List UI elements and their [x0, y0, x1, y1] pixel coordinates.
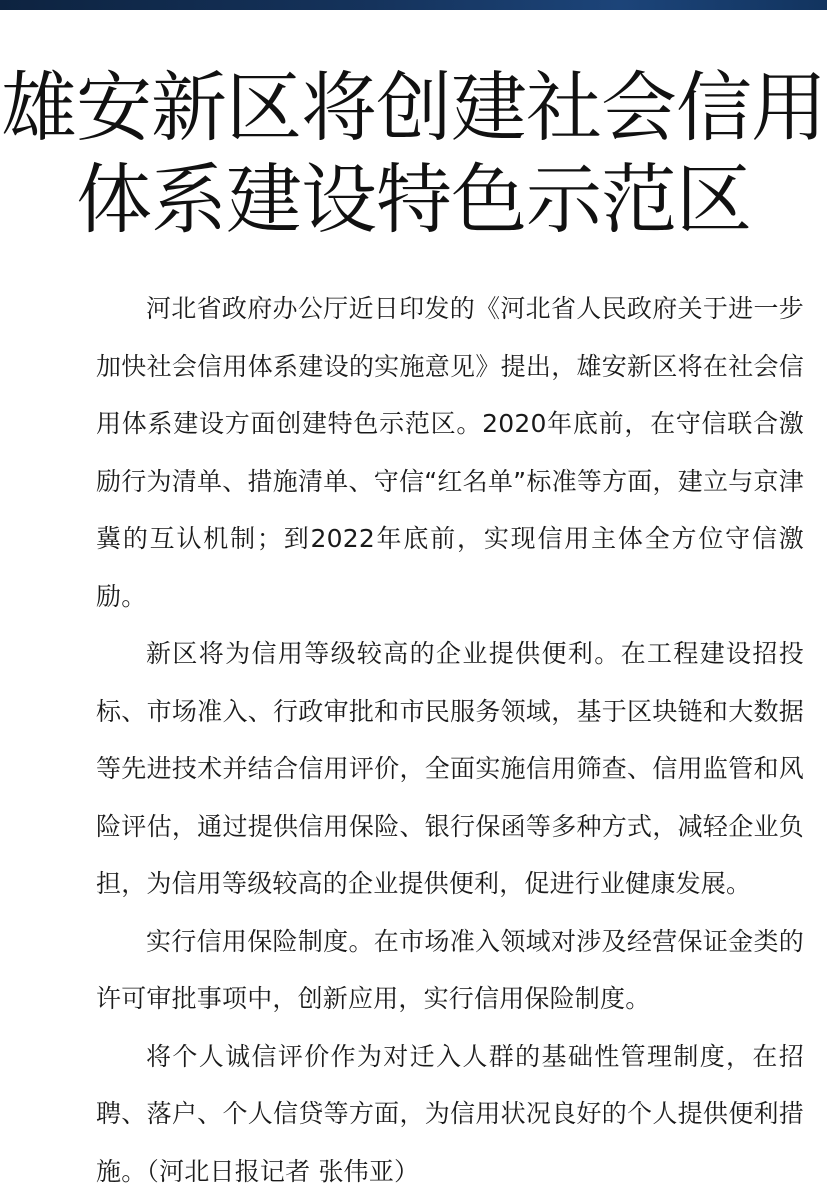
article-body	[96, 280, 804, 1200]
headline	[0, 62, 827, 246]
paragraph-3: 实行信用保险制度。在市场准入领域对涉及经营保证金类的许可审批事项中，创新应用，实行信用保险制度。	[96, 913, 804, 1028]
top-decorative-bar	[0, 0, 827, 10]
headline-line-1: 雄安新区将创建社会信用	[0, 62, 827, 154]
paragraph-2: 新区将为信用等级较高的企业提供便利。在工程建设招投标、市场准入、行政审批和市民服务领域，基于区块链和大数据等先进技术并结合信用评价，全面实施信用筛查、信用监管和风险评估，通过提供信用保险、银行保函等多种方式，减轻企业负担，为信用等级较高的企业提供便利，促进行业健康发展。	[96, 625, 804, 913]
paragraph-1: 河北省政府办公厅近日印发的《河北省人民政府关于进一步加快社会信用体系建设的实施意见》提出，雄安新区将在社会信用体系建设方面创建特色示范区。2020年底前，在守信联合激励行为清单、措施清单、守信“红名单”标准等方面，建立与京津冀的互认机制；到2022年底前，实现信用主体全方位守信激励。	[96, 280, 804, 625]
paragraph-4: 将个人诚信评价作为对迁入人群的基础性管理制度，在招聘、落户、个人信贷等方面，为信用状况良好的个人提供便利措施。（河北日报记者 张伟亚）	[96, 1028, 804, 1200]
headline-line-2: 体系建设特色示范区	[0, 154, 827, 246]
